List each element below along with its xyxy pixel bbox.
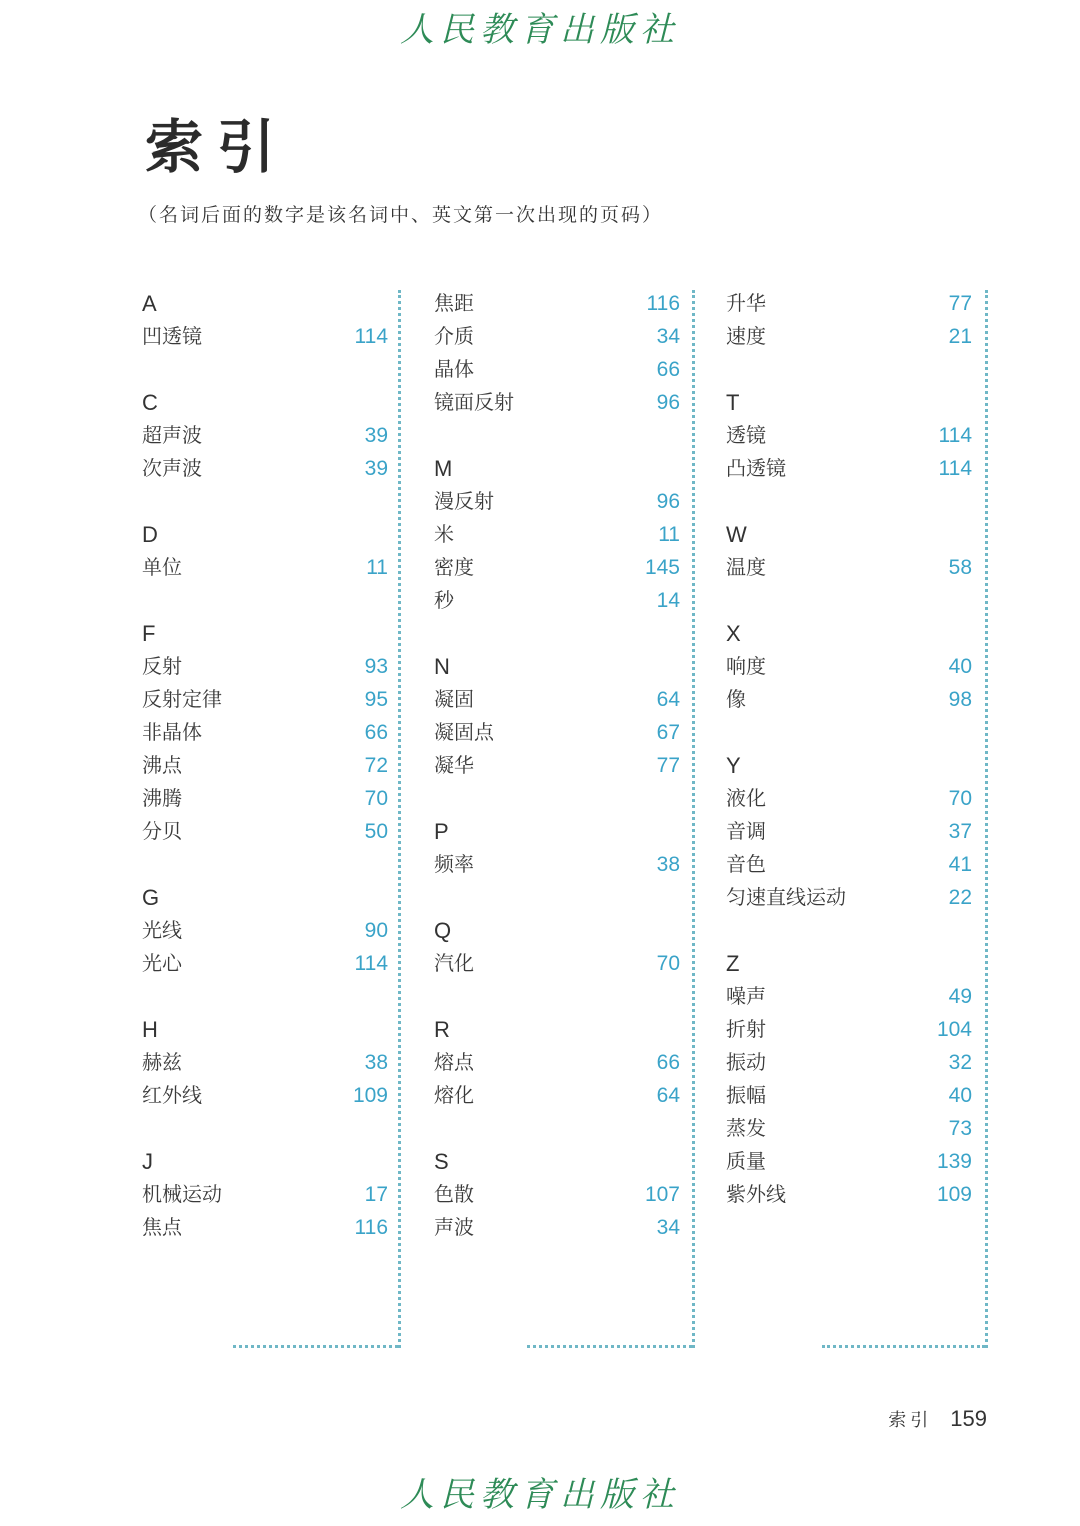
index-page-number: 22 — [948, 886, 972, 909]
index-page-number: 139 — [936, 1150, 972, 1173]
index-entry — [434, 287, 680, 320]
index-entry — [142, 683, 388, 716]
index-page-number: 34 — [656, 325, 680, 348]
index-page-number: 73 — [948, 1117, 972, 1140]
index-entry — [434, 386, 680, 419]
index-letter-heading: P — [434, 819, 449, 844]
index-entry — [434, 320, 680, 353]
index-term: 镜面反射 — [434, 390, 514, 414]
index-page-number: 64 — [656, 1084, 680, 1107]
index-term: 紫外线 — [726, 1182, 786, 1206]
index-letter-heading: C — [142, 390, 158, 415]
index-term: 光心 — [142, 951, 182, 975]
index-entry — [726, 1145, 972, 1178]
index-page-number: 66 — [656, 1051, 680, 1074]
index-page-number: 98 — [948, 688, 972, 711]
index-term: 像 — [726, 687, 746, 711]
index-group-spacer — [142, 1112, 388, 1145]
index-entry — [142, 650, 388, 683]
index-page-number: 107 — [644, 1183, 680, 1206]
index-term: 凝华 — [434, 753, 474, 777]
index-group-spacer — [434, 419, 680, 452]
index-term: 次声波 — [142, 456, 202, 480]
index-entry — [434, 848, 680, 881]
index-letter-heading: T — [726, 390, 740, 415]
index-page-number: 14 — [656, 589, 680, 612]
index-page-number: 90 — [364, 919, 388, 942]
column-divider-1 — [398, 290, 401, 1348]
index-letter-heading: Z — [726, 951, 740, 976]
index-entry — [142, 815, 388, 848]
index-page-number: 72 — [364, 754, 388, 777]
index-group-spacer — [434, 881, 680, 914]
index-term: 凝固 — [434, 687, 474, 711]
column-divider-2 — [692, 290, 695, 1348]
index-page-number: 34 — [656, 1216, 680, 1239]
index-term: 色散 — [434, 1182, 474, 1206]
index-group-spacer — [142, 980, 388, 1013]
index-group-spacer — [726, 353, 972, 386]
index-entry — [142, 716, 388, 749]
index-entry — [726, 815, 972, 848]
index-letter-heading: J — [142, 1149, 153, 1174]
index-letter-heading: Q — [434, 918, 452, 943]
index-term: 机械运动 — [142, 1182, 222, 1206]
index-page-number: 37 — [948, 820, 972, 843]
index-group-spacer — [142, 584, 388, 617]
page-title: 索引 — [145, 113, 290, 181]
index-page-number: 96 — [656, 490, 680, 513]
index-entry — [726, 287, 972, 320]
index-entry — [142, 1211, 388, 1244]
index-entry — [142, 914, 388, 947]
index-entry — [726, 320, 972, 353]
index-group-spacer — [142, 485, 388, 518]
index-entry — [434, 584, 680, 617]
index-entry — [726, 551, 972, 584]
index-entry — [434, 947, 680, 980]
index-group-spacer — [726, 716, 972, 749]
index-term: 焦点 — [142, 1215, 182, 1239]
index-term: 匀速直线运动 — [726, 885, 846, 909]
index-page-number: 38 — [364, 1051, 388, 1074]
index-letter-heading: R — [434, 1017, 450, 1042]
index-term: 漫反射 — [434, 489, 494, 513]
index-term: 质量 — [726, 1149, 766, 1173]
index-entry — [142, 419, 388, 452]
index-page-number: 77 — [948, 292, 972, 315]
index-page-number: 11 — [658, 523, 680, 546]
index-page-number: 70 — [656, 952, 680, 975]
index-letter-heading: M — [434, 456, 453, 481]
index-page-number: 109 — [936, 1183, 972, 1206]
index-entry — [434, 716, 680, 749]
index-page-number: 104 — [936, 1018, 972, 1041]
index-term: 分贝 — [142, 819, 182, 843]
index-term: 焦距 — [434, 291, 474, 315]
index-group-spacer — [142, 848, 388, 881]
column-footer-rule-1 — [233, 1345, 398, 1348]
index-page-number: 114 — [354, 952, 388, 975]
index-entry — [142, 782, 388, 815]
index-column-1 — [142, 287, 388, 1244]
index-page-number: 93 — [364, 655, 388, 678]
index-term: 升华 — [726, 291, 766, 315]
index-entry — [434, 1178, 680, 1211]
index-term: 凹透镜 — [142, 324, 202, 348]
index-page-number: 77 — [656, 754, 680, 777]
index-entry — [726, 452, 972, 485]
index-letter-heading: F — [142, 621, 156, 646]
index-group-spacer — [434, 617, 680, 650]
index-page-number: 49 — [948, 985, 972, 1008]
index-page-number: 96 — [656, 391, 680, 414]
index-term: 沸点 — [142, 753, 182, 777]
index-page-number: 40 — [948, 655, 972, 678]
index-group-spacer — [434, 1112, 680, 1145]
index-page-number: 66 — [656, 358, 680, 381]
index-term: 光线 — [142, 918, 182, 942]
index-entry — [434, 1079, 680, 1112]
index-term: 晶体 — [434, 357, 474, 381]
index-term: 透镜 — [726, 423, 766, 447]
index-term: 音调 — [726, 819, 766, 843]
index-entry — [142, 320, 388, 353]
index-entry — [434, 683, 680, 716]
index-entry — [726, 1079, 972, 1112]
index-term: 振幅 — [726, 1083, 766, 1107]
index-page-number: 70 — [364, 787, 388, 810]
index-entry — [726, 980, 972, 1013]
index-letter-heading: D — [142, 522, 158, 547]
index-entry — [142, 1079, 388, 1112]
index-entry — [434, 1046, 680, 1079]
index-term: 超声波 — [142, 423, 202, 447]
index-term: 秒 — [434, 588, 454, 612]
page-footer — [888, 1406, 987, 1432]
index-entry — [434, 485, 680, 518]
index-term: 密度 — [434, 555, 474, 579]
index-term: 折射 — [726, 1017, 766, 1041]
index-group-spacer — [434, 782, 680, 815]
index-entry — [142, 452, 388, 485]
index-letter-heading: H — [142, 1017, 158, 1042]
index-term: 液化 — [726, 786, 766, 810]
index-term: 温度 — [726, 555, 766, 579]
index-group-spacer — [726, 914, 972, 947]
index-page-number: 32 — [948, 1051, 972, 1074]
index-letter-heading: X — [726, 621, 741, 646]
index-term: 音色 — [726, 852, 766, 876]
index-page-number: 145 — [644, 556, 680, 579]
index-page-number: 95 — [364, 688, 388, 711]
index-entry — [142, 1046, 388, 1079]
column-footer-rule-2 — [527, 1345, 692, 1348]
index-page-number: 64 — [656, 688, 680, 711]
footer-page-number: 159 — [950, 1406, 987, 1431]
index-entry — [726, 782, 972, 815]
index-entry — [726, 1178, 972, 1211]
index-note: （名词后面的数字是该名词中、英文第一次出现的页码） — [138, 204, 664, 226]
index-page-number: 67 — [656, 721, 680, 744]
index-term: 凝固点 — [434, 720, 494, 744]
index-page-number: 114 — [938, 457, 972, 480]
index-letter-heading: Y — [726, 753, 741, 778]
index-entry — [142, 947, 388, 980]
index-term: 汽化 — [434, 951, 474, 975]
column-footer-rule-3 — [822, 1345, 985, 1348]
index-group-spacer — [726, 485, 972, 518]
index-term: 凸透镜 — [726, 456, 786, 480]
index-letter-heading: G — [142, 885, 160, 910]
index-column-3 — [726, 287, 972, 1211]
column-divider-3 — [985, 290, 988, 1348]
publisher-logo-top: 人民教育出版社 — [400, 10, 680, 50]
footer-section-name: 索引 — [888, 1410, 933, 1431]
index-page-number: 39 — [364, 424, 388, 447]
index-term: 熔点 — [434, 1050, 474, 1074]
index-letter-heading: N — [434, 654, 450, 679]
index-page-number: 116 — [646, 292, 680, 315]
index-entry — [726, 1112, 972, 1145]
index-term: 噪声 — [726, 984, 766, 1008]
index-term: 蒸发 — [726, 1116, 766, 1140]
index-term: 熔化 — [434, 1083, 474, 1107]
index-entry — [142, 551, 388, 584]
index-page-number: 116 — [354, 1216, 388, 1239]
index-entry — [434, 1211, 680, 1244]
index-entry — [726, 683, 972, 716]
index-term: 米 — [434, 522, 454, 546]
index-entry — [142, 1178, 388, 1211]
index-term: 反射定律 — [142, 687, 222, 711]
index-group-spacer — [142, 353, 388, 386]
index-page-number: 39 — [364, 457, 388, 480]
index-page-number: 114 — [938, 424, 972, 447]
index-entry — [434, 749, 680, 782]
index-term: 介质 — [434, 324, 474, 348]
index-entry — [726, 650, 972, 683]
index-entry — [434, 551, 680, 584]
index-page-number: 21 — [948, 325, 972, 348]
index-entry — [726, 848, 972, 881]
index-page-number: 109 — [352, 1084, 388, 1107]
index-entry — [434, 518, 680, 551]
index-entry — [142, 749, 388, 782]
index-term: 速度 — [726, 324, 766, 348]
index-page-number: 17 — [364, 1183, 388, 1206]
index-entry — [726, 881, 972, 914]
index-term: 振动 — [726, 1050, 766, 1074]
index-entry — [726, 1046, 972, 1079]
index-term: 红外线 — [142, 1083, 202, 1107]
index-letter-heading: S — [434, 1149, 449, 1174]
index-term: 频率 — [434, 852, 474, 876]
index-letter-heading: W — [726, 522, 747, 547]
index-entry — [726, 1013, 972, 1046]
index-page-number: 41 — [948, 853, 972, 876]
index-page-number: 50 — [364, 820, 388, 843]
index-entry — [434, 353, 680, 386]
index-page-number: 11 — [366, 556, 388, 579]
index-page-number: 38 — [656, 853, 680, 876]
index-entry — [726, 419, 972, 452]
index-letter-heading: A — [142, 291, 157, 316]
index-group-spacer — [434, 980, 680, 1013]
index-group-spacer — [726, 584, 972, 617]
index-term: 声波 — [434, 1215, 474, 1239]
index-term: 反射 — [142, 654, 182, 678]
index-column-2 — [434, 287, 680, 1244]
index-page-number: 66 — [364, 721, 388, 744]
index-term: 沸腾 — [142, 786, 182, 810]
index-term: 赫兹 — [142, 1050, 182, 1074]
index-page-number: 114 — [354, 325, 388, 348]
index-page-number: 70 — [948, 787, 972, 810]
index-term: 单位 — [142, 555, 182, 579]
publisher-logo-bottom: 人民教育出版社 — [400, 1475, 680, 1515]
index-page-number: 58 — [948, 556, 972, 579]
index-term: 非晶体 — [142, 720, 202, 744]
index-page-number: 40 — [948, 1084, 972, 1107]
index-term: 响度 — [726, 654, 766, 678]
